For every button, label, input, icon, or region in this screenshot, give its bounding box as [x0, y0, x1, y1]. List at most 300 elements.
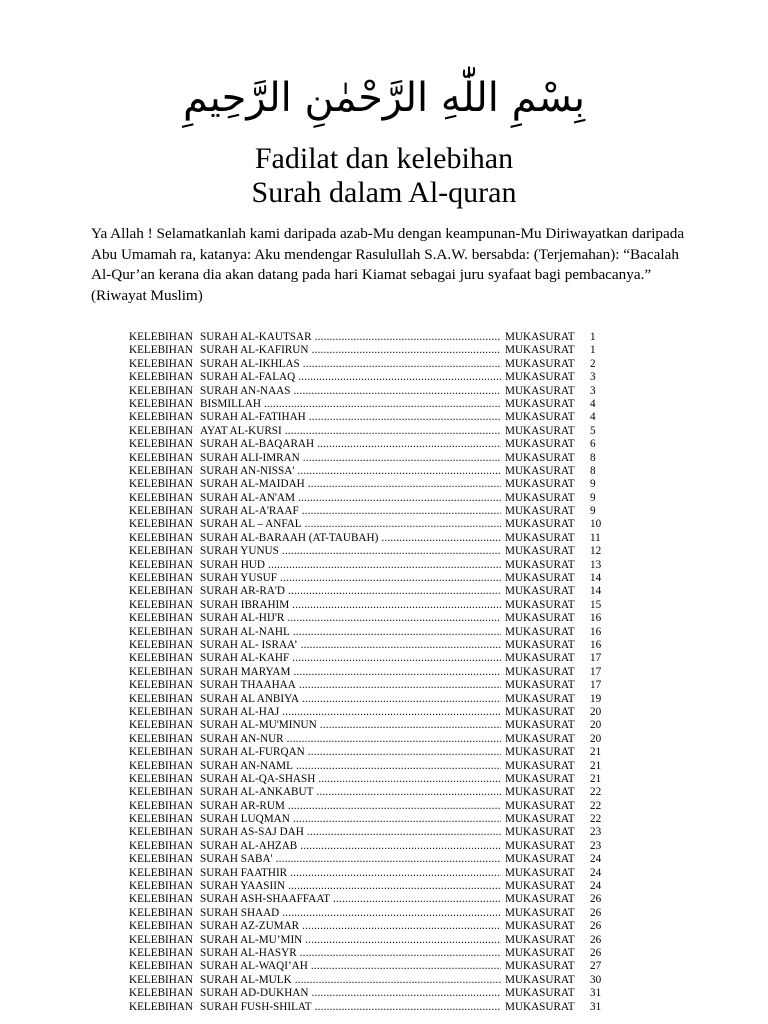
- toc-row: [129, 920, 609, 933]
- toc-entry: [200, 371, 501, 384]
- toc-row: [129, 853, 609, 866]
- toc-page-number: 31: [590, 987, 602, 1000]
- toc-entry: [200, 853, 501, 866]
- toc-page-number: 20: [590, 719, 602, 732]
- toc-row: [129, 585, 609, 598]
- toc-leader-dots: [294, 465, 501, 478]
- toc-prefix: KELEBIHAN: [129, 638, 194, 651]
- toc-entry: [200, 385, 501, 398]
- toc-prefix: KELEBIHAN: [129, 853, 194, 866]
- toc-page-label: MUKASURAT: [505, 973, 575, 986]
- toc-page-number: 17: [590, 665, 602, 678]
- toc-leader-dots: [299, 693, 501, 706]
- toc-page-number: 22: [590, 786, 602, 799]
- toc-page-number: 16: [590, 638, 602, 651]
- toc-prefix: KELEBIHAN: [129, 451, 194, 464]
- toc-prefix: KELEBIHAN: [129, 424, 194, 437]
- toc-page-label: MUKASURAT: [505, 357, 575, 370]
- toc-entry: [200, 585, 501, 598]
- toc-entry-name: SURAH AS-SAJ DAH: [200, 826, 304, 839]
- toc-page-number: 14: [590, 572, 602, 585]
- toc-page-label: MUKASURAT: [505, 518, 575, 531]
- toc-entry-name: SURAH FAATHIR: [200, 866, 288, 879]
- toc-row: [129, 907, 609, 920]
- toc-row: [129, 492, 609, 505]
- toc-leader-dots: [290, 385, 501, 398]
- toc-entry: [200, 719, 501, 732]
- toc-entry: [200, 786, 501, 799]
- toc-entry-name: SURAH SHAAD: [200, 906, 280, 919]
- toc-prefix: KELEBIHAN: [129, 705, 194, 718]
- toc-page-label: MUKASURAT: [505, 719, 575, 732]
- toc-leader-dots: [313, 786, 501, 799]
- toc-page-number: 1: [590, 331, 596, 343]
- toc-leader-dots: [305, 478, 501, 491]
- toc-row: [129, 840, 609, 853]
- toc-entry: [200, 492, 501, 505]
- toc-prefix: KELEBIHAN: [129, 920, 194, 933]
- toc-entry-name: SURAH AL-FURQAN: [200, 746, 305, 759]
- toc-entry: [200, 760, 501, 773]
- toc-leader-dots: [284, 612, 501, 625]
- toc-entry-name: SURAH IBRAHIM: [200, 598, 290, 611]
- toc-page-label: MUKASURAT: [505, 946, 575, 959]
- toc-row: [129, 826, 609, 839]
- toc-row: [129, 411, 609, 424]
- toc-row: [129, 545, 609, 558]
- toc-page-label: MUKASURAT: [505, 839, 575, 852]
- toc-leader-dots: [300, 452, 501, 465]
- toc-prefix: KELEBIHAN: [129, 411, 194, 424]
- toc-page-number: 27: [590, 960, 602, 973]
- toc-page-label: MUKASURAT: [505, 625, 575, 638]
- toc-page-number: 9: [590, 491, 596, 504]
- toc-entry: [200, 532, 501, 545]
- toc-entry: [200, 920, 501, 933]
- toc-prefix: KELEBIHAN: [129, 1000, 194, 1013]
- toc-entry-name: SURAH AN-NUR: [200, 732, 284, 745]
- toc-entry: [200, 331, 501, 344]
- intro-paragraph: Ya Allah ! Selamatkanlah kami daripada azab-Mu dengan keampunan-Mu Diriwayatkan daripada Abu Umamah ra, katanya: Aku mendengar Rasulullah S.A.W. bersabda: (Terjemahan): “Bacalah Al-Qur’an kerana dia akan datang pada hari Kiamat sebagai juru syafaat bagi pembacanya.” (Riwayat Muslim): [91, 225, 685, 304]
- toc-entry-name: SURAH THAAHAA: [200, 679, 296, 692]
- toc-row: [129, 893, 609, 906]
- toc-page-label: MUKASURAT: [505, 598, 575, 611]
- toc-page-label: MUKASURAT: [505, 772, 575, 785]
- toc-entry: [200, 599, 501, 612]
- toc-entry: [200, 746, 501, 759]
- toc-page-number: 21: [590, 772, 602, 785]
- toc-row: [129, 518, 609, 531]
- toc-page-label: MUKASURAT: [505, 826, 575, 839]
- toc-entry: [200, 693, 501, 706]
- toc-prefix: KELEBIHAN: [129, 344, 194, 357]
- toc-prefix: KELEBIHAN: [129, 679, 194, 692]
- toc-page-label: MUKASURAT: [505, 652, 575, 665]
- toc-row: [129, 800, 609, 813]
- toc-leader-dots: [285, 880, 501, 893]
- toc-prefix: KELEBIHAN: [129, 973, 194, 986]
- toc-leader-dots: [284, 733, 501, 746]
- toc-entry: [200, 934, 501, 947]
- toc-page-number: 4: [590, 397, 596, 410]
- toc-row: [129, 733, 609, 746]
- toc-entry: [200, 465, 501, 478]
- toc-entry-name: SURAH AL-WAQI’AH: [200, 960, 308, 973]
- toc-page-number: 26: [590, 920, 602, 933]
- toc-page-label: MUKASURAT: [505, 331, 575, 343]
- toc-page-label: MUKASURAT: [505, 933, 575, 946]
- toc-page-label: MUKASURAT: [505, 464, 575, 477]
- toc-entry-name: SURAH AL-ANKABUT: [200, 786, 314, 799]
- toc-page-number: 26: [590, 946, 602, 959]
- toc-row: [129, 344, 609, 357]
- toc-leader-dots: [308, 344, 501, 357]
- toc-prefix: KELEBIHAN: [129, 331, 194, 343]
- toc-page-number: 24: [590, 866, 602, 879]
- toc-row: [129, 452, 609, 465]
- toc-page-number: 6: [590, 438, 596, 451]
- toc-page-number: 12: [590, 545, 602, 558]
- toc-leader-dots: [289, 652, 501, 665]
- toc-prefix: KELEBIHAN: [129, 692, 194, 705]
- toc-entry-name: SURAH FUSH-SHILAT: [200, 1000, 312, 1013]
- toc-leader-dots: [279, 545, 501, 558]
- toc-page-label: MUKASURAT: [505, 853, 575, 866]
- toc-prefix: KELEBIHAN: [129, 839, 194, 852]
- toc-prefix: KELEBIHAN: [129, 558, 194, 571]
- toc-entry-name: SURAH AL-KAFIRUN: [200, 344, 309, 357]
- toc-leader-dots: [304, 826, 501, 839]
- toc-prefix: KELEBIHAN: [129, 826, 194, 839]
- toc-row: [129, 760, 609, 773]
- toc-prefix: KELEBIHAN: [129, 585, 194, 598]
- toc-prefix: KELEBIHAN: [129, 732, 194, 745]
- toc-page-number: 3: [590, 371, 596, 384]
- toc-entry: [200, 452, 501, 465]
- toc-page-number: 10: [590, 518, 602, 531]
- toc-entry: [200, 411, 501, 424]
- toc-entry: [200, 733, 501, 746]
- toc-prefix: KELEBIHAN: [129, 357, 194, 370]
- toc-prefix: KELEBIHAN: [129, 438, 194, 451]
- toc-page-label: MUKASURAT: [505, 572, 575, 585]
- toc-page-label: MUKASURAT: [505, 786, 575, 799]
- toc-prefix: KELEBIHAN: [129, 384, 194, 397]
- toc-entry: [200, 559, 501, 572]
- toc-entry-name: SURAH AL-HIJ'R: [200, 612, 285, 625]
- toc-row: [129, 331, 609, 344]
- toc-entry-name: BISMILLAH: [200, 397, 261, 410]
- toc-entry: [200, 813, 501, 826]
- toc-page-number: 13: [590, 558, 602, 571]
- toc-prefix: KELEBIHAN: [129, 505, 194, 518]
- toc-page-label: MUKASURAT: [505, 866, 575, 879]
- toc-entry-name: SURAH AL-KAUTSAR: [200, 331, 312, 343]
- toc-leader-dots: [285, 800, 501, 813]
- toc-page-number: 11: [590, 531, 601, 544]
- toc-entry-name: SURAH AL-FATIHAH: [200, 411, 306, 424]
- toc-row: [129, 974, 609, 987]
- toc-page-number: 24: [590, 853, 602, 866]
- toc-leader-dots: [308, 960, 501, 973]
- toc-leader-dots: [330, 893, 501, 906]
- toc-entry: [200, 612, 501, 625]
- toc-leader-dots: [296, 679, 501, 692]
- toc-page-label: MUKASURAT: [505, 638, 575, 651]
- toc-prefix: KELEBIHAN: [129, 665, 194, 678]
- toc-prefix: KELEBIHAN: [129, 397, 194, 410]
- toc-row: [129, 706, 609, 719]
- toc-leader-dots: [314, 438, 501, 451]
- toc-page-number: 24: [590, 880, 602, 893]
- toc-leader-dots: [312, 331, 501, 344]
- toc-entry-name: SURAH AL-MAIDAH: [200, 478, 305, 491]
- toc-page-label: MUKASURAT: [505, 732, 575, 745]
- toc-leader-dots: [312, 1001, 501, 1014]
- toc-row: [129, 987, 609, 1000]
- toc-entry: [200, 947, 501, 960]
- toc-page-number: 8: [590, 464, 596, 477]
- toc-row: [129, 478, 609, 491]
- toc-entry: [200, 773, 501, 786]
- toc-page-number: 16: [590, 625, 602, 638]
- toc-entry: [200, 826, 501, 839]
- toc-prefix: KELEBIHAN: [129, 545, 194, 558]
- toc-leader-dots: [287, 867, 501, 880]
- toc-page-number: 22: [590, 799, 602, 812]
- toc-leader-dots: [293, 760, 501, 773]
- toc-page-label: MUKASURAT: [505, 813, 575, 826]
- toc-leader-dots: [277, 572, 501, 585]
- toc-leader-dots: [298, 639, 501, 652]
- toc-row: [129, 693, 609, 706]
- toc-page-number: 30: [590, 973, 602, 986]
- toc-page-label: MUKASURAT: [505, 1000, 575, 1013]
- toc-page-number: 23: [590, 839, 602, 852]
- toc-entry: [200, 867, 501, 880]
- toc-leader-dots: [273, 853, 501, 866]
- toc-row: [129, 773, 609, 786]
- toc-entry-name: SURAH AL – ANFAL: [200, 518, 302, 531]
- toc-leader-dots: [302, 518, 501, 531]
- toc-entry-name: SURAH HUD: [200, 558, 265, 571]
- toc-entry-name: SURAH AL-FALAQ: [200, 371, 296, 384]
- toc-entry-name: SURAH AL-MU’MIN: [200, 933, 303, 946]
- toc-entry: [200, 639, 501, 652]
- toc-entry-name: SURAH AR-RA'D: [200, 585, 286, 598]
- toc-entry-name: SURAH AN-NAML: [200, 759, 293, 772]
- toc-row: [129, 679, 609, 692]
- toc-leader-dots: [292, 974, 501, 987]
- toc-entry: [200, 652, 501, 665]
- toc-entry-name: SURAH AR-RUM: [200, 799, 285, 812]
- toc-entry-name: SURAH AD-DUKHAN: [200, 987, 309, 1000]
- toc-entry-name: SURAH AL-AHZAB: [200, 839, 298, 852]
- toc-row: [129, 934, 609, 947]
- toc-leader-dots: [285, 585, 501, 598]
- toc-page-number: 21: [590, 746, 602, 759]
- toc-page-number: 4: [590, 411, 596, 424]
- toc-page-number: 20: [590, 732, 602, 745]
- toc-entry-name: SURAH AL-KAHF: [200, 652, 290, 665]
- toc-page-label: MUKASURAT: [505, 505, 575, 518]
- toc-entry: [200, 545, 501, 558]
- toc-entry-name: SURAH LUQMAN: [200, 813, 290, 826]
- toc-prefix: KELEBIHAN: [129, 612, 194, 625]
- toc-entry: [200, 974, 501, 987]
- toc-entry: [200, 358, 501, 371]
- toc-row: [129, 813, 609, 826]
- toc-page-number: 15: [590, 598, 602, 611]
- toc-page-number: 31: [590, 1000, 602, 1013]
- toc-entry: [200, 987, 501, 1000]
- toc-leader-dots: [295, 492, 501, 505]
- toc-page-label: MUKASURAT: [505, 893, 575, 906]
- toc-prefix: KELEBIHAN: [129, 866, 194, 879]
- toc-page-label: MUKASURAT: [505, 759, 575, 772]
- toc-page-number: 23: [590, 826, 602, 839]
- toc-page-label: MUKASURAT: [505, 692, 575, 705]
- toc-prefix: KELEBIHAN: [129, 933, 194, 946]
- toc-leader-dots: [299, 505, 501, 518]
- toc-page-number: 8: [590, 451, 596, 464]
- toc-row: [129, 465, 609, 478]
- toc-page-label: MUKASURAT: [505, 987, 575, 1000]
- toc-row: [129, 639, 609, 652]
- toc-row: [129, 719, 609, 732]
- toc-prefix: KELEBIHAN: [129, 786, 194, 799]
- toc-prefix: KELEBIHAN: [129, 813, 194, 826]
- toc-page-number: 16: [590, 612, 602, 625]
- toc-leader-dots: [378, 532, 501, 545]
- toc-page-number: 9: [590, 478, 596, 491]
- toc-entry-name: SURAH AL-IKHLAS: [200, 357, 300, 370]
- toc-page-label: MUKASURAT: [505, 558, 575, 571]
- toc-page-number: 1: [590, 344, 596, 357]
- toc-page-number: 26: [590, 906, 602, 919]
- toc-entry: [200, 880, 501, 893]
- toc-row: [129, 425, 609, 438]
- toc-entry: [200, 907, 501, 920]
- toc-leader-dots: [299, 920, 501, 933]
- toc-entry-name: SURAH YUNUS: [200, 545, 279, 558]
- toc-row: [129, 371, 609, 384]
- toc-prefix: KELEBIHAN: [129, 987, 194, 1000]
- toc-page-number: 17: [590, 652, 602, 665]
- toc-page-number: 22: [590, 813, 602, 826]
- toc-prefix: KELEBIHAN: [129, 464, 194, 477]
- toc-page-label: MUKASURAT: [505, 478, 575, 491]
- toc-leader-dots: [306, 411, 501, 424]
- toc-leader-dots: [261, 398, 501, 411]
- toc-page-label: MUKASURAT: [505, 531, 575, 544]
- toc-entry-name: SURAH AL-HASYR: [200, 946, 297, 959]
- toc-entry: [200, 478, 501, 491]
- toc-entry: [200, 438, 501, 451]
- toc-entry-name: SURAH AL-NAHL: [200, 625, 290, 638]
- toc-prefix: KELEBIHAN: [129, 906, 194, 919]
- toc-page-label: MUKASURAT: [505, 679, 575, 692]
- toc-row: [129, 612, 609, 625]
- toc-prefix: KELEBIHAN: [129, 880, 194, 893]
- toc-leader-dots: [282, 425, 501, 438]
- toc-page-label: MUKASURAT: [505, 746, 575, 759]
- toc-entry-name: SURAH AZ-ZUMAR: [200, 920, 300, 933]
- toc-page-label: MUKASURAT: [505, 371, 575, 384]
- toc-leader-dots: [308, 987, 501, 1000]
- toc-entry: [200, 960, 501, 973]
- toc-row: [129, 532, 609, 545]
- toc-entry-name: SURAH SABA': [200, 853, 273, 866]
- toc-entry-name: SURAH MARYAM: [200, 665, 291, 678]
- toc-page-number: 5: [590, 424, 596, 437]
- toc-page-number: 21: [590, 759, 602, 772]
- toc-prefix: KELEBIHAN: [129, 746, 194, 759]
- toc-entry-name: SURAH AN-NISSA': [200, 464, 295, 477]
- toc-page-label: MUKASURAT: [505, 411, 575, 424]
- toc-entry-name: AYAT AL-KURSI: [200, 424, 282, 437]
- toc-page-label: MUKASURAT: [505, 491, 575, 504]
- toc-page-label: MUKASURAT: [505, 705, 575, 718]
- toc-entry: [200, 679, 501, 692]
- toc-prefix: KELEBIHAN: [129, 652, 194, 665]
- toc-prefix: KELEBIHAN: [129, 946, 194, 959]
- toc-leader-dots: [317, 719, 501, 732]
- toc-row: [129, 666, 609, 679]
- toc-entry: [200, 398, 501, 411]
- toc-row: [129, 385, 609, 398]
- toc-row: [129, 572, 609, 585]
- toc-page-label: MUKASURAT: [505, 920, 575, 933]
- toc-row: [129, 746, 609, 759]
- toc-entry: [200, 626, 501, 639]
- toc-leader-dots: [300, 358, 501, 371]
- toc-page-number: 19: [590, 692, 602, 705]
- toc-entry-name: SURAH ALI-IMRAN: [200, 451, 300, 464]
- toc-entry: [200, 666, 501, 679]
- toc-entry-name: SURAH AN-NAAS: [200, 384, 291, 397]
- toc-entry-name: SURAH AL-AN'AM: [200, 491, 295, 504]
- toc-row: [129, 358, 609, 371]
- toc-page-label: MUKASURAT: [505, 545, 575, 558]
- toc-page-label: MUKASURAT: [505, 665, 575, 678]
- toc-entry-name: SURAH AL-BAQARAH: [200, 438, 315, 451]
- toc-entry: [200, 893, 501, 906]
- toc-leader-dots: [289, 599, 501, 612]
- toc-leader-dots: [297, 840, 501, 853]
- toc-page-label: MUKASURAT: [505, 438, 575, 451]
- toc-entry-name: SURAH AL ANBIYA: [200, 692, 300, 705]
- toc-row: [129, 880, 609, 893]
- title-line-2: Surah dalam Al-quran: [251, 176, 517, 209]
- toc-leader-dots: [305, 746, 501, 759]
- toc-prefix: KELEBIHAN: [129, 772, 194, 785]
- toc-entry-name: SURAH AL-A'RAAF: [200, 505, 299, 518]
- toc-entry-name: SURAH AL-MU'MINUN: [200, 719, 317, 732]
- toc-entry-name: SURAH AL- ISRAA’: [200, 638, 298, 651]
- toc-prefix: KELEBIHAN: [129, 893, 194, 906]
- toc-page-label: MUKASURAT: [505, 612, 575, 625]
- toc-entry-name: SURAH AL-QA-SHASH: [200, 772, 316, 785]
- toc-prefix: KELEBIHAN: [129, 759, 194, 772]
- toc-page-label: MUKASURAT: [505, 906, 575, 919]
- toc-leader-dots: [279, 907, 501, 920]
- toc-entry: [200, 840, 501, 853]
- toc-entry: [200, 518, 501, 531]
- toc-row: [129, 947, 609, 960]
- toc-page-label: MUKASURAT: [505, 397, 575, 410]
- toc-leader-dots: [279, 706, 501, 719]
